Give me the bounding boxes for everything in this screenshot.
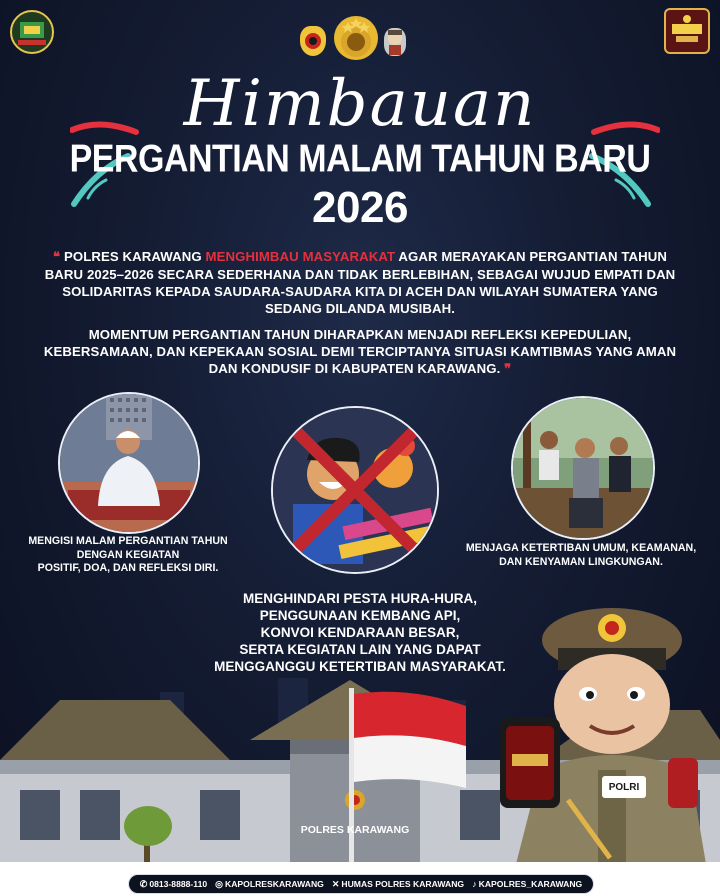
intro-part-1: POLRES KARAWANG: [63, 249, 206, 264]
title-year: 2026: [312, 183, 408, 232]
right-caption-line-1: MENJAGA KETERTIBAN UMUM, KEAMANAN,: [465, 542, 697, 554]
middle-caption-line-2: PENGGUNAAN KEMBANG API,: [259, 608, 461, 623]
close-quote-icon: ❞: [504, 362, 512, 377]
building-sign: POLRES KARAWANG: [300, 824, 410, 836]
whatsapp-icon: ✆: [139, 878, 148, 889]
right-caption-line-2: DAN KENYAMAN LINGKUNGAN.: [499, 555, 663, 568]
x-text: HUMAS POLRES KARAWANG: [341, 879, 465, 889]
left-caption-line-3: POSITIF, DOA, DAN REFLEKSI DIRI.: [37, 562, 219, 574]
contact-instagram[interactable]: [215, 879, 324, 890]
reflection-text: MOMENTUM PERGANTIAN TAHUN DIHARAPKAN MENJADI REFLEKSI KEPEDULIAN, KEBERSAMAAN, DAN KEPEKAAN SOSIAL DEMI TERCIPTANYA SITUASI KAMTIBMAS YANG AMAN DAN KONDUSIF DI KABUPATEN KARAWANG.: [43, 327, 677, 376]
contact-phone[interactable]: [140, 879, 207, 890]
left-caption-line-2: DENGAN KEGIATAN: [76, 548, 180, 561]
middle-caption-line-3: KONVOI KENDARAAN BESAR,: [260, 625, 460, 640]
contact-bar: [128, 874, 594, 894]
uniform-badge: POLRI: [608, 782, 640, 793]
contact-tiktok[interactable]: [472, 879, 582, 889]
intro-part-2: AGAR MERAYAKAN PERGANTIAN TAHUN BARU 2025–2026 SECARA SEDERHANA DAN TIDAK BERLEBIHAN, SEBAGAI WUJUD EMPATI DAN SOLIDARITAS KEPADA SAUDARA-SAUDARA KITA DI ACEH DAN WILAYAH SUMATERA YANG SEDANG DILANDA MUSIBAH.: [44, 249, 676, 316]
middle-caption-line-1: MENGHINDARI PESTA HURA-HURA,: [243, 591, 477, 606]
instagram-icon: ◎: [215, 878, 223, 889]
tiktok-icon: ♪: [472, 879, 477, 889]
open-quote-icon: ❝: [52, 250, 61, 265]
phone-text: 0813-8888-110: [149, 879, 208, 889]
tiktok-text: KAPOLRES_KARAWANG: [478, 879, 583, 889]
contact-x[interactable]: [332, 879, 464, 890]
left-caption-line-1: MENGISI MALAM PERGANTIAN TAHUN: [28, 535, 228, 547]
middle-caption-line-5: MENGGANGGU KETERTIBAN MASYARAKAT.: [214, 659, 506, 674]
script-title: Himbauan: [183, 67, 537, 141]
x-icon: ✕: [331, 878, 340, 889]
middle-caption-line-4: SERTA KEGIATAN LAIN YANG DAPAT: [239, 642, 481, 657]
intro-highlight: MENGHIMBAU MASYARAKAT: [205, 249, 396, 264]
instagram-text: KAPOLRESKARAWANG: [225, 879, 324, 889]
title-line-1: PERGANTIAN MALAM TAHUN BARU: [69, 137, 651, 181]
